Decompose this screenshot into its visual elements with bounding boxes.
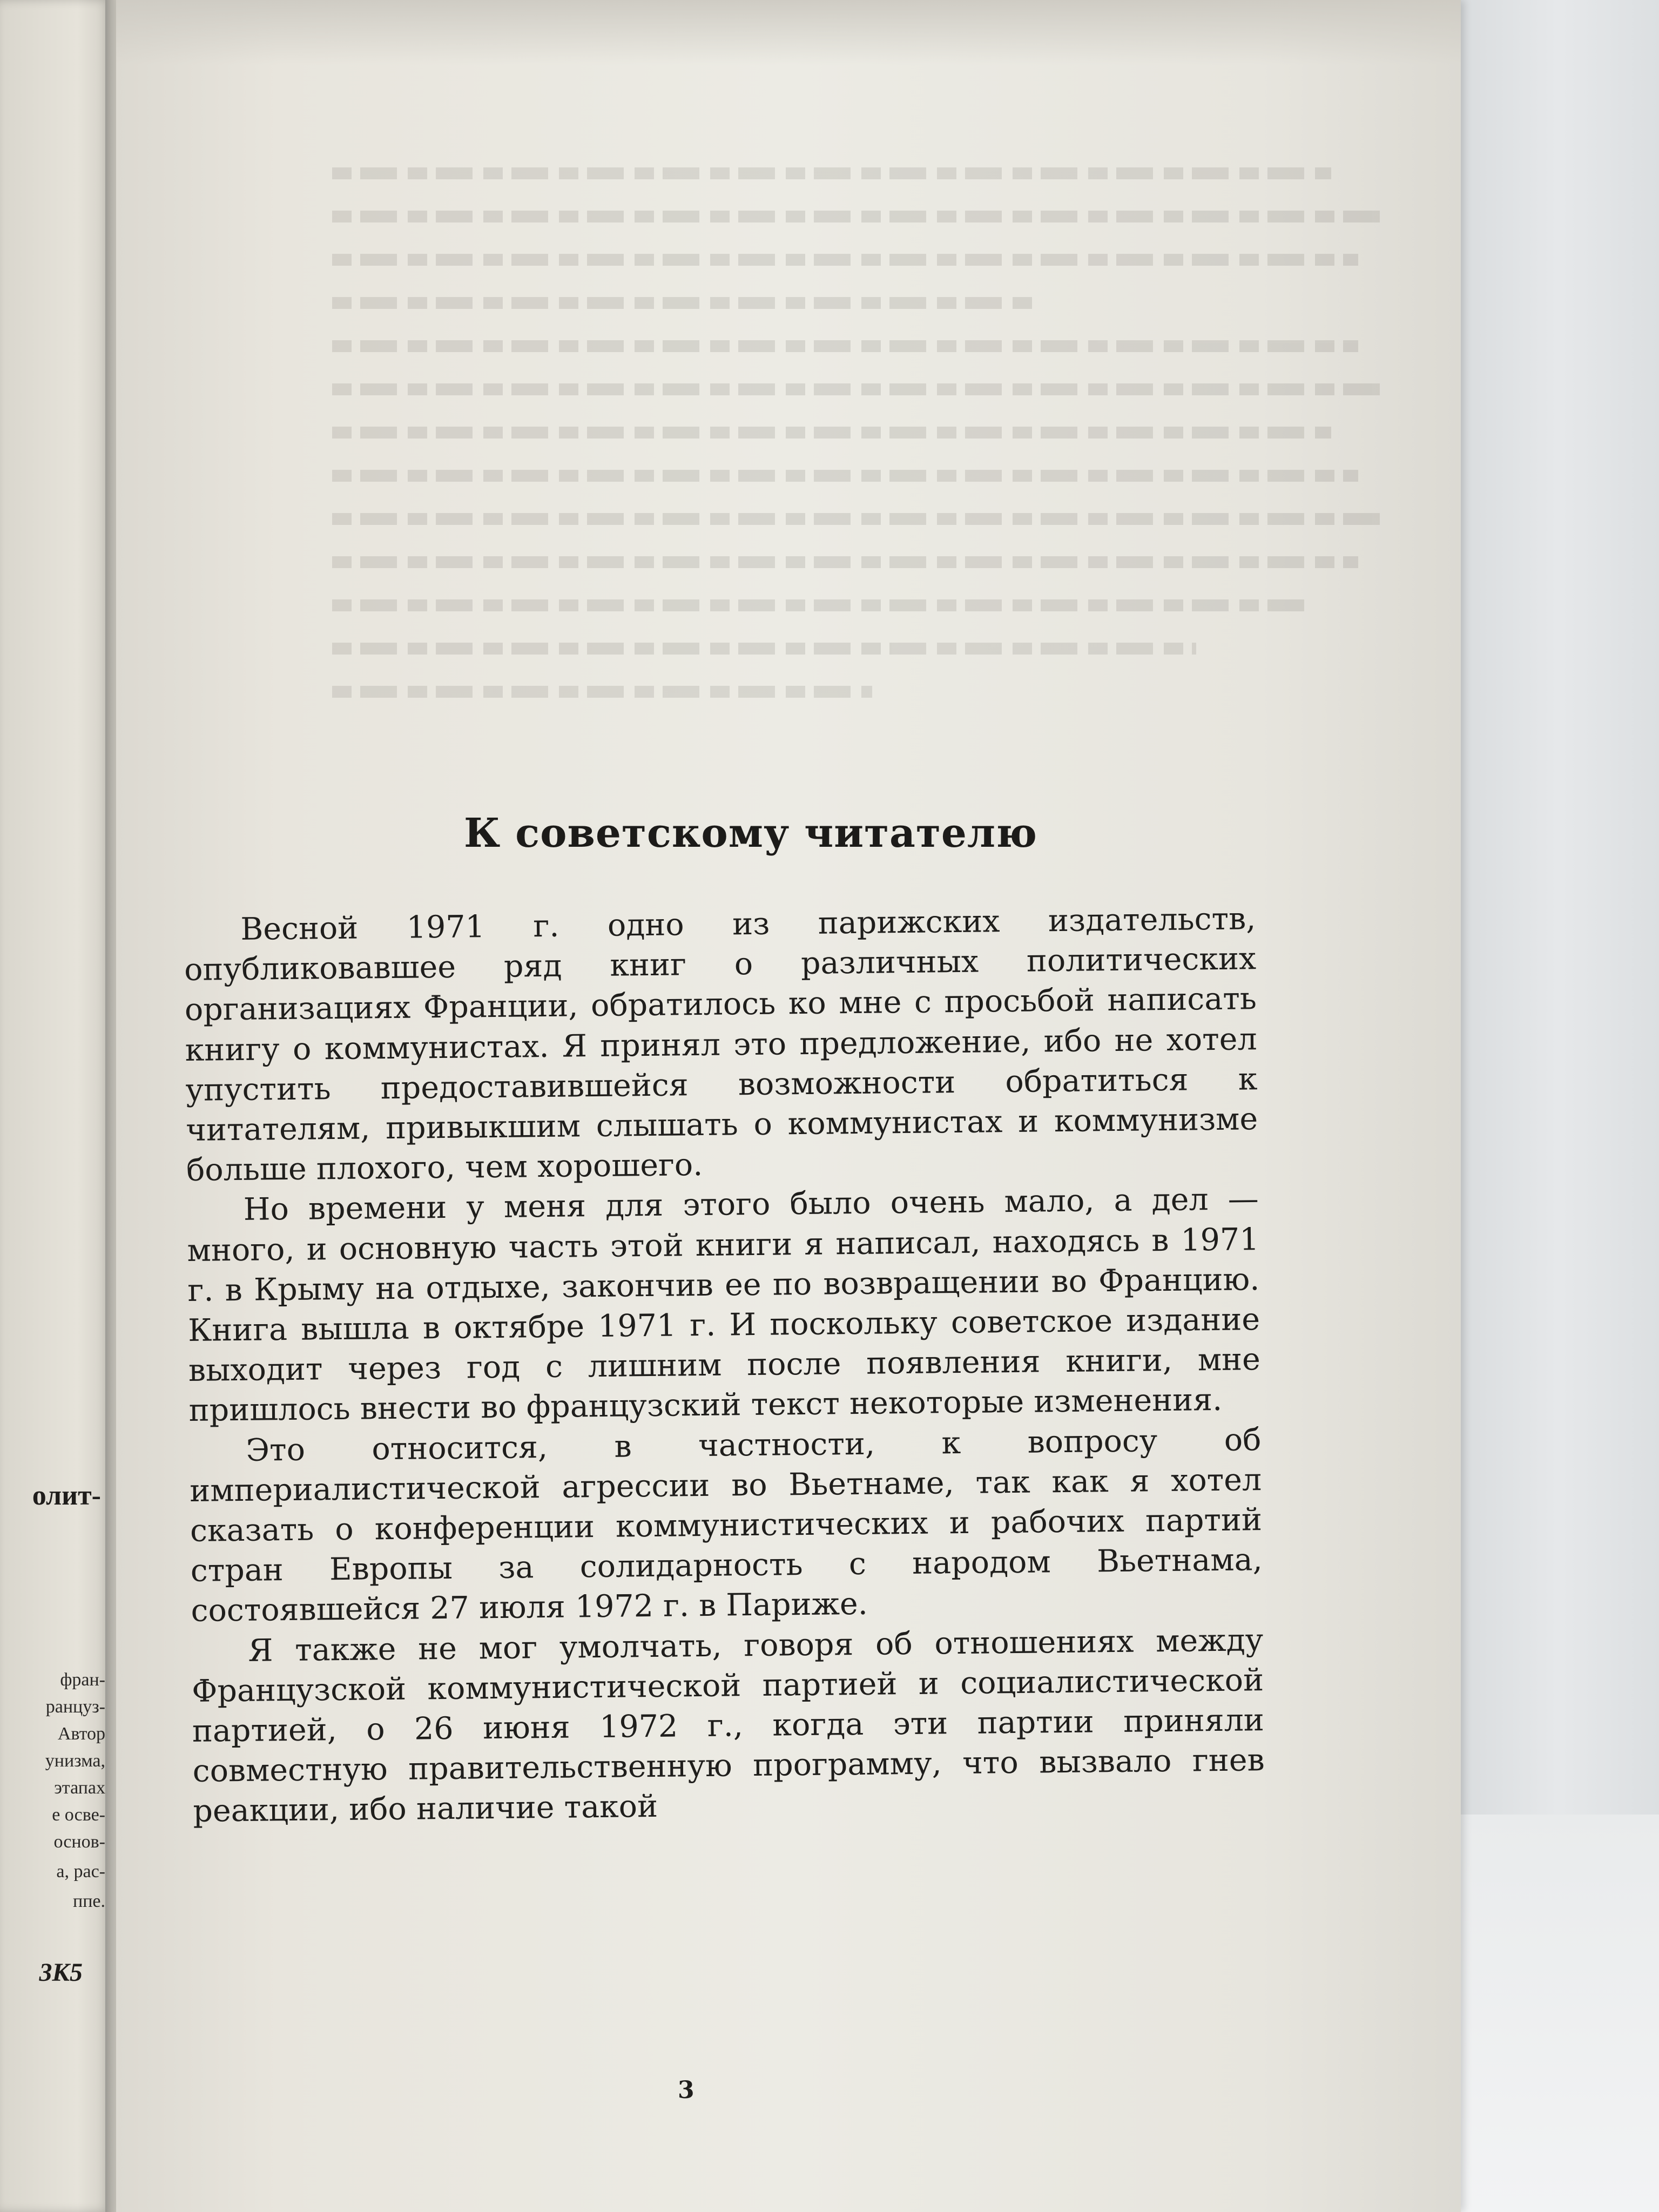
left-page-line: фран- bbox=[60, 1670, 105, 1690]
paragraph: Это относится, в частности, к вопросу об империалистической агрессии во Вьетнаме, так как я хотел сказать о конференции коммунистических и рабочих партий стран Европы за солидарность с народом Вьетнама, состоявшейся 27 июля 1972 г. в Париже. bbox=[189, 1421, 1263, 1629]
left-page-line: основ- bbox=[53, 1832, 105, 1852]
page-number: 3 bbox=[678, 2076, 694, 2104]
left-page-line: ранцуз- bbox=[45, 1697, 105, 1717]
paragraph: Я также не мог умолчать, говоря об отношениях между Французской коммунистической партией и социалистической партией, о 26 июня 1972 г., когда эти партии приняли совместную правительственную программу, что вызвало гнев реакции, ибо наличие такой bbox=[191, 1622, 1265, 1830]
page-title: К советскому читателю bbox=[464, 810, 1037, 857]
left-page-line: а, рас- bbox=[56, 1862, 105, 1881]
paragraph: Весной 1971 г. одно из парижских издательств, опубликовавшее ряд книг о различных политических организациях Франции, обратилось ко мне с просьбой написать книгу о коммунистах. Я принял это предложение, ибо не хотел упустить предоставившейся возможности обратиться к читателям, привыкшим слышать о коммунистах и коммунизме больше плохого, чем хорошего. bbox=[184, 901, 1258, 1189]
left-page-line: унизма, bbox=[45, 1751, 105, 1771]
page-body bbox=[184, 899, 1265, 1831]
left-page-line: Автор bbox=[57, 1724, 105, 1744]
left-page-code: 3К5 bbox=[39, 1958, 83, 1987]
bleed-through-text bbox=[332, 167, 1412, 751]
left-page-line: этапах bbox=[54, 1778, 105, 1798]
table-surface bbox=[1458, 1815, 1659, 2212]
left-page-heading-fragment: олит- bbox=[32, 1480, 101, 1511]
left-page bbox=[0, 0, 111, 2212]
page-shadow bbox=[116, 0, 1461, 65]
left-page-line: ппе. bbox=[73, 1891, 105, 1911]
paragraph: Но времени у меня для этого было очень мало, а дел — много, и основную часть этой книги я написал, находясь в 1971 г. в Крыму на отдыхе, закончив ее по возвращении во Францию. Книга вышла в октябре 1971 г. И поскольку советское издание выходит через год с лишним после появления книги, мне пришлось внести во французский текст некоторые изменения. bbox=[187, 1181, 1261, 1429]
left-page-line: е осве- bbox=[52, 1805, 105, 1825]
